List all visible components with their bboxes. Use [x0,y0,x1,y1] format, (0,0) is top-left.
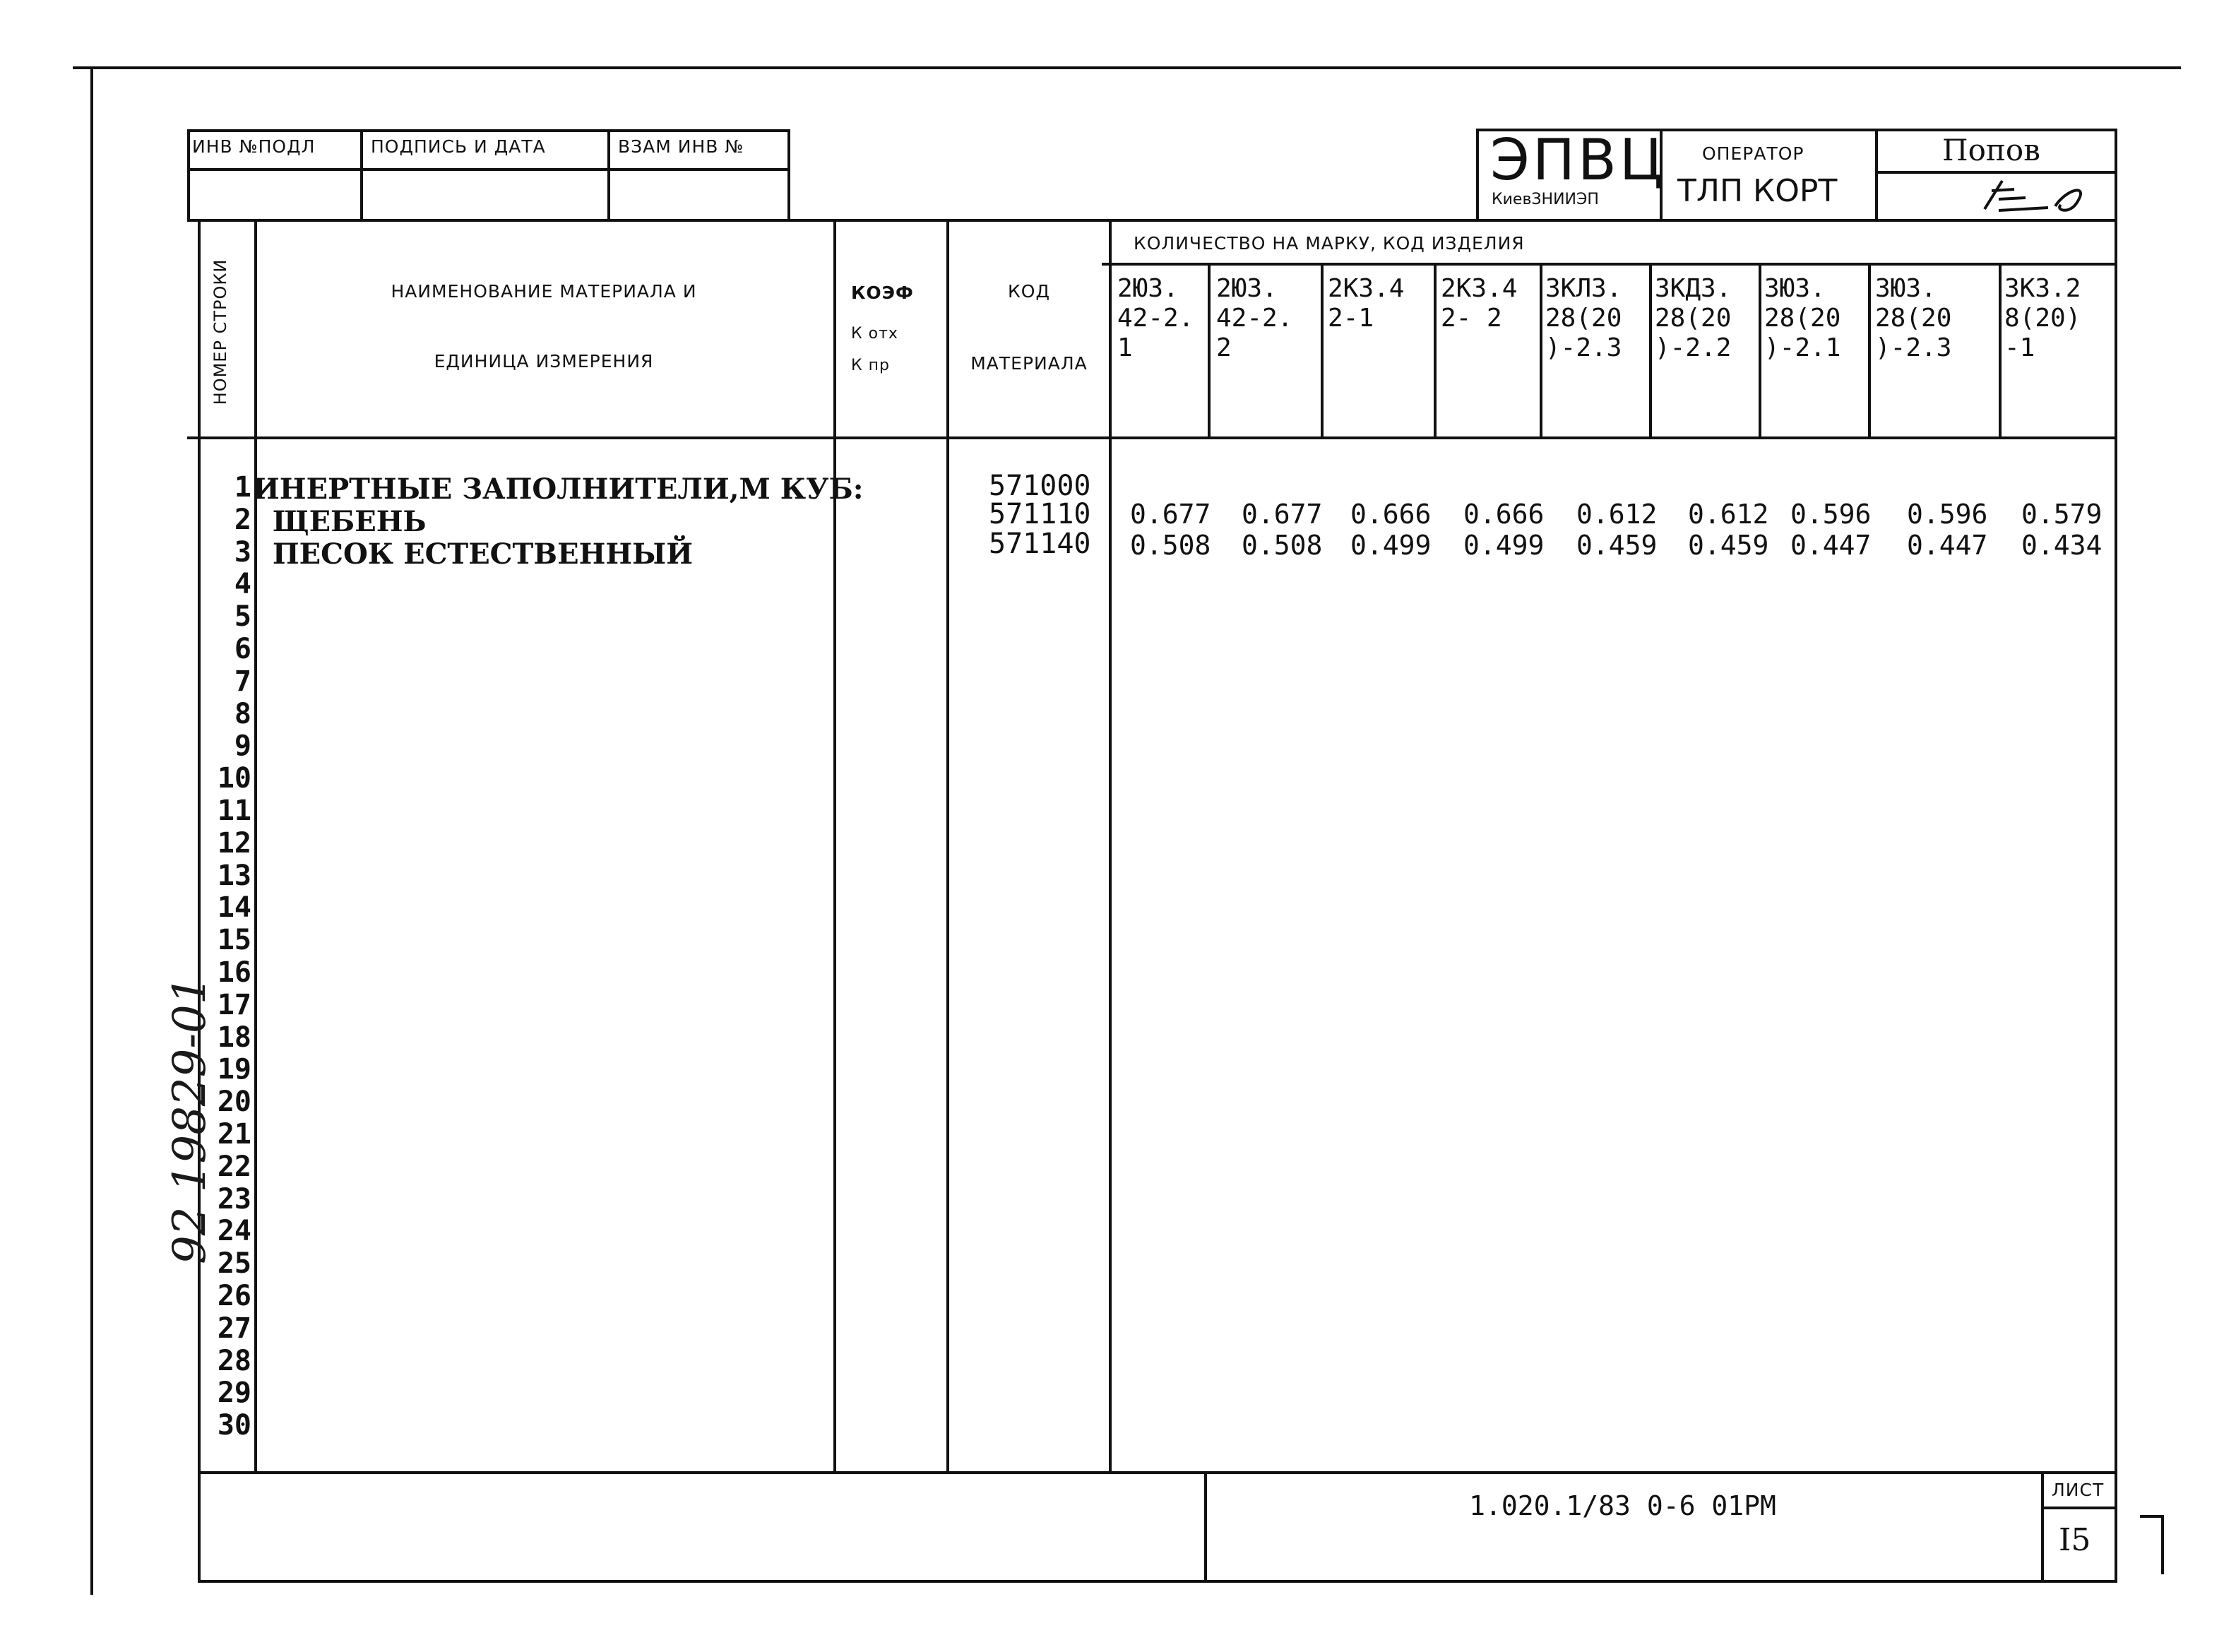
value-cell: 0.499 [1463,530,1545,561]
row-number: 11 [217,795,251,827]
row-number: 21 [217,1118,251,1151]
edge-mark [2140,1515,2164,1574]
product-header-2: 2ЮЗ. 42-2. 2 [1216,274,1293,362]
frame-left-line [90,66,93,1595]
row-number: 15 [217,924,251,957]
row-number: 26 [217,1280,251,1312]
value-cell: 0.596 [1907,499,1988,530]
row-number: 18 [217,1021,251,1054]
row-number: 8 [234,697,251,730]
coef-header-line3: К пр [851,357,890,374]
value-cell: 0.612 [1576,499,1658,530]
signature-mark [1970,175,2098,218]
row-number: 22 [217,1150,251,1183]
row-number: 30 [217,1409,251,1442]
material-header-line2: ЕДИНИЦА ИЗМЕРЕНИЯ [434,351,654,372]
code-header-line2: МАТЕРИАЛА [970,353,1088,374]
row-number: 13 [217,859,251,892]
row-number: 25 [217,1247,251,1280]
product-header-1: 2ЮЗ. 42-2. 1 [1117,274,1194,362]
row-number: 28 [217,1344,251,1377]
product-header-9: 3КЗ.2 8(20) -1 [2004,274,2081,362]
value-cell: 0.677 [1242,499,1323,530]
value-cell: 0.447 [1790,530,1872,561]
org-sub: КиевЗНИИЭП [1492,191,1599,208]
product-header-5: 3КЛЗ. 28(20 )-2.3 [1545,274,1622,362]
row-number: 10 [217,762,251,795]
sign-label: ПОДПИСЬ И ДАТА [371,136,546,157]
value-cell: 0.434 [2021,530,2103,561]
person-name: Попов [1942,133,2040,167]
row-number: 14 [217,891,251,925]
operator-value: ТЛП КОРТ [1677,173,1838,209]
row-number: 20 [217,1086,251,1119]
operator-label: ОПЕРАТОР [1702,143,1804,164]
value-cell: 0.508 [1242,530,1323,561]
value-cell: 0.508 [1130,530,1211,561]
value-cell: 0.666 [1463,499,1545,530]
row-number: 12 [217,826,251,860]
value-cell: 0.677 [1130,499,1211,530]
row-numbers [199,472,251,1468]
value-cell: 0.612 [1688,499,1769,530]
document-code: 1.020.1/83 0-6 01РМ [1469,1490,1776,1521]
material-code-row3: 571140 [989,528,1091,560]
value-cell: 0.596 [1790,499,1872,530]
org-main: ЭПВЦ [1490,127,1667,193]
inv-label: ИНВ №ПОДЛ [192,136,316,157]
zam-label: ВЗАМ ИНВ № [618,136,744,157]
value-cell: 0.447 [1907,530,1988,561]
row-number: 24 [217,1215,251,1248]
value-cell: 0.459 [1576,530,1658,561]
frame-top-line [73,66,2181,69]
row-number: 6 [234,633,251,665]
row-number: 1 [234,471,251,504]
row-number: 19 [217,1053,251,1086]
row-number: 5 [234,600,251,634]
margin-note: 92 19829-01 [164,975,216,1264]
value-cell: 0.459 [1688,530,1769,561]
product-header-4: 2КЗ.4 2- 2 [1441,274,1518,333]
sheet-label: ЛИСТ [2052,1480,2105,1500]
material-name-row1: ИНЕРТНЫЕ ЗАПОЛНИТЕЛИ,М КУБ: [253,473,864,506]
row-number: 23 [217,1182,251,1216]
material-code-row1: 571000 [989,470,1091,502]
product-header-7: 3ЮЗ. 28(20 )-2.1 [1764,274,1841,362]
product-header-3: 2КЗ.4 2-1 [1328,274,1405,333]
value-cell: 0.666 [1350,499,1432,530]
coef-header-line1: КОЭФ [851,283,914,303]
row-number: 27 [217,1312,251,1345]
material-code-row2: 571110 [989,498,1091,530]
row-number: 4 [234,568,251,601]
product-header-8: 3ЮЗ. 28(20 )-2.3 [1875,274,1952,362]
row-number: 17 [217,988,251,1021]
code-header-line1: КОД [1008,281,1050,302]
quantity-header: КОЛИЧЕСТВО НА МАРКУ, КОД ИЗДЕЛИЯ [1134,233,1525,254]
product-header-6: 3КДЗ. 28(20 )-2.2 [1655,274,1732,362]
material-name-row2: ЩЕБЕНЬ [253,505,427,538]
row-number: 9 [234,730,251,763]
row-number: 3 [234,535,251,569]
row-number: 16 [217,956,251,989]
value-cell: 0.579 [2021,499,2103,530]
row-number-header: НОМЕР СТРОКИ [210,259,230,405]
material-header-line1: НАИМЕНОВАНИЕ МАТЕРИАЛА И [391,281,697,302]
value-cell: 0.499 [1350,530,1432,561]
row-number: 29 [217,1377,251,1410]
row-number: 7 [234,665,251,698]
sheet-number: I5 [2059,1522,2091,1558]
coef-header-line2: К отх [851,325,898,343]
row-number: 2 [234,503,251,536]
material-name-row3: ПЕСОК ЕСТЕСТВЕННЫЙ [253,537,694,571]
